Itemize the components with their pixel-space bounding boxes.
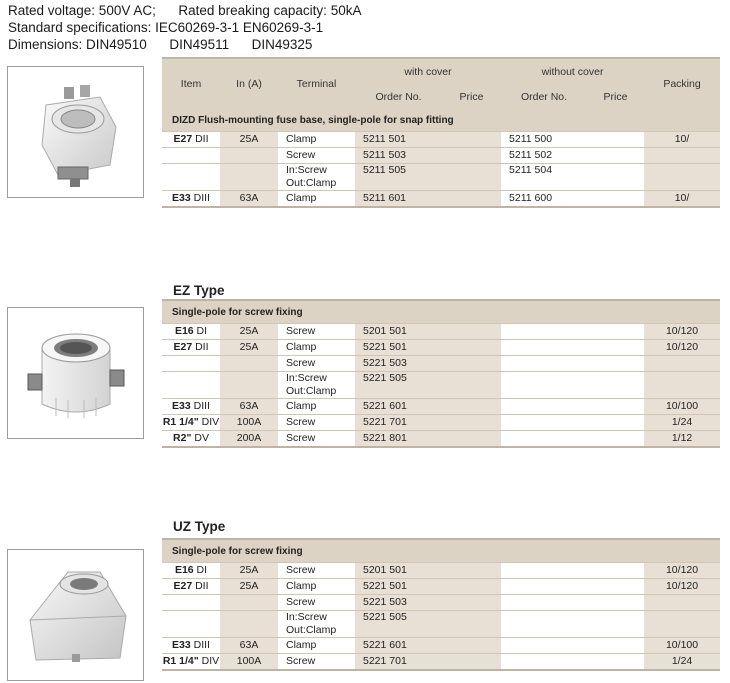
item-class: DV — [191, 432, 209, 444]
col-without-cover: without cover — [501, 58, 644, 84]
item-size: E27 — [173, 341, 193, 353]
order-no-with-cover: 5221 701 — [355, 415, 442, 431]
item-class: DIII — [190, 192, 210, 204]
order-no-with-cover: 5221 503 — [355, 595, 442, 611]
order-no-without-cover: 5211 502 — [501, 148, 587, 164]
terminal: Screw — [278, 148, 355, 164]
table-row — [162, 563, 720, 579]
table-row — [162, 595, 720, 611]
order-no-with-cover: 5201 501 — [355, 324, 442, 340]
table-row — [162, 340, 720, 356]
order-no-with-cover: 5211 505 — [355, 164, 442, 191]
section-subtitle: Single-pole for screw fixing — [162, 300, 720, 324]
rated-current: 63A — [220, 191, 278, 208]
order-no-with-cover: 5221 601 — [355, 399, 442, 415]
item-size: E33 — [172, 639, 191, 651]
rated-current: 200A — [220, 431, 278, 448]
terminal-out: Out:Clamp — [286, 623, 337, 636]
item-size: E27 — [173, 133, 193, 145]
section-subtitle: DIZD Flush-mounting fuse base, single-pole for snap fitting — [162, 109, 720, 132]
order-no-without-cover: 5211 600 — [501, 191, 587, 208]
table-row — [162, 324, 720, 340]
order-no-without-cover: 5211 500 — [501, 132, 587, 148]
order-no-with-cover: 5221 501 — [355, 579, 442, 595]
terminal-out: Out:Clamp — [286, 384, 337, 397]
terminal: Screw — [278, 415, 355, 431]
terminal: Clamp — [278, 132, 355, 148]
order-no-with-cover: 5211 501 — [355, 132, 442, 148]
uz-type-title: UZ Type — [173, 519, 226, 534]
terminal: Clamp — [278, 638, 355, 654]
rated-current: 25A — [220, 579, 278, 595]
price-without-cover — [587, 132, 644, 148]
rated-current: 25A — [220, 563, 278, 579]
packing: 1/24 — [644, 415, 720, 431]
packing: 10/120 — [644, 563, 720, 579]
uz-table — [162, 538, 720, 671]
table-row — [162, 399, 720, 415]
col-price: Price — [587, 84, 644, 109]
uz-product-image — [7, 549, 144, 681]
terminal: Screw — [278, 595, 355, 611]
ez-product-image — [7, 307, 144, 439]
packing: 10/120 — [644, 579, 720, 595]
col-packing: Packing — [644, 58, 720, 109]
standards-line: Standard specifications: IEC60269-3-1 EN60269-3-1 — [8, 20, 324, 35]
item-class: DIII — [190, 639, 210, 651]
order-no-with-cover: 5221 503 — [355, 356, 442, 372]
table-row — [162, 638, 720, 654]
item-class: DI — [193, 564, 208, 576]
packing: 10/120 — [644, 324, 720, 340]
order-no-with-cover: 5211 601 — [355, 191, 442, 208]
terminal: Screw — [278, 431, 355, 448]
col-terminal: Terminal — [278, 58, 355, 109]
table-row — [162, 356, 720, 372]
col-item: Item — [162, 58, 220, 109]
ez-type-title: EZ Type — [173, 283, 225, 298]
packing: 10/ — [644, 191, 720, 208]
packing: 1/24 — [644, 654, 720, 671]
table-row — [162, 579, 720, 595]
table-row — [162, 611, 720, 638]
item-size: E16 — [174, 564, 194, 576]
item-class: DIV — [198, 655, 220, 667]
table-row — [162, 132, 720, 148]
item-class: DIII — [190, 400, 210, 412]
rated-current: 63A — [220, 399, 278, 415]
item-class: DII — [192, 580, 209, 592]
terminal-out: Out:Clamp — [286, 176, 337, 189]
packing: 10/100 — [644, 399, 720, 415]
terminal: Screw — [278, 324, 355, 340]
table-row — [162, 164, 720, 191]
item-size: R1 1/4" — [162, 416, 199, 428]
col-price: Price — [442, 84, 501, 109]
section-subtitle: Single-pole for screw fixing — [162, 539, 720, 563]
terminal: In:Screw — [286, 372, 327, 384]
item-size: E16 — [174, 325, 194, 337]
table-row — [162, 191, 720, 208]
order-no-with-cover: 5211 503 — [355, 148, 442, 164]
terminal: Clamp — [278, 399, 355, 415]
table-row — [162, 415, 720, 431]
terminal: Screw — [278, 563, 355, 579]
order-no-with-cover: 5221 505 — [355, 372, 442, 399]
item-class: DII — [192, 133, 209, 145]
table-row — [162, 372, 720, 399]
terminal: Screw — [278, 356, 355, 372]
terminal: Clamp — [278, 191, 355, 208]
price-with-cover — [442, 132, 501, 148]
packing: 10/ — [644, 132, 720, 148]
order-no-with-cover: 5221 801 — [355, 431, 442, 448]
rated-current: 63A — [220, 638, 278, 654]
item-size: E33 — [172, 192, 191, 204]
col-order-no: Order No. — [501, 84, 587, 109]
terminal: In:Screw — [286, 164, 327, 176]
item-class: DII — [192, 341, 209, 353]
dizd-product-image — [7, 66, 144, 198]
order-no-with-cover: 5221 601 — [355, 638, 442, 654]
item-class: DIV — [198, 416, 220, 428]
terminal: Clamp — [278, 340, 355, 356]
terminal: Screw — [278, 654, 355, 671]
col-with-cover: with cover — [355, 58, 501, 84]
order-no-with-cover: 5221 701 — [355, 654, 442, 671]
terminal: In:Screw — [286, 611, 327, 623]
packing: 10/100 — [644, 638, 720, 654]
table-row — [162, 431, 720, 448]
item-size: R2" — [173, 432, 192, 444]
rated-current: 25A — [220, 132, 278, 148]
col-in: In (A) — [220, 58, 278, 109]
ez-table — [162, 299, 720, 448]
item-size: E27 — [173, 580, 193, 592]
rated-current: 100A — [220, 654, 278, 671]
rated-current: 100A — [220, 415, 278, 431]
rated-line: Rated voltage: 500V AC; Rated breaking capacity: 50kA — [8, 3, 362, 18]
item-size: R1 1/4" — [162, 655, 199, 667]
item-class: DI — [193, 325, 208, 337]
dizd-table — [162, 57, 720, 208]
col-order-no: Order No. — [355, 84, 442, 109]
rated-current: 25A — [220, 324, 278, 340]
table-row — [162, 148, 720, 164]
dimensions-line: Dimensions: DIN49510 DIN49511 DIN49325 — [8, 37, 313, 52]
order-no-without-cover: 5211 504 — [501, 164, 587, 191]
order-no-with-cover: 5201 501 — [355, 563, 442, 579]
packing: 1/12 — [644, 431, 720, 448]
terminal: Clamp — [278, 579, 355, 595]
order-no-with-cover: 5221 505 — [355, 611, 442, 638]
table-row — [162, 654, 720, 671]
rated-current: 25A — [220, 340, 278, 356]
item-size: E33 — [172, 400, 191, 412]
packing: 10/120 — [644, 340, 720, 356]
order-no-with-cover: 5221 501 — [355, 340, 442, 356]
